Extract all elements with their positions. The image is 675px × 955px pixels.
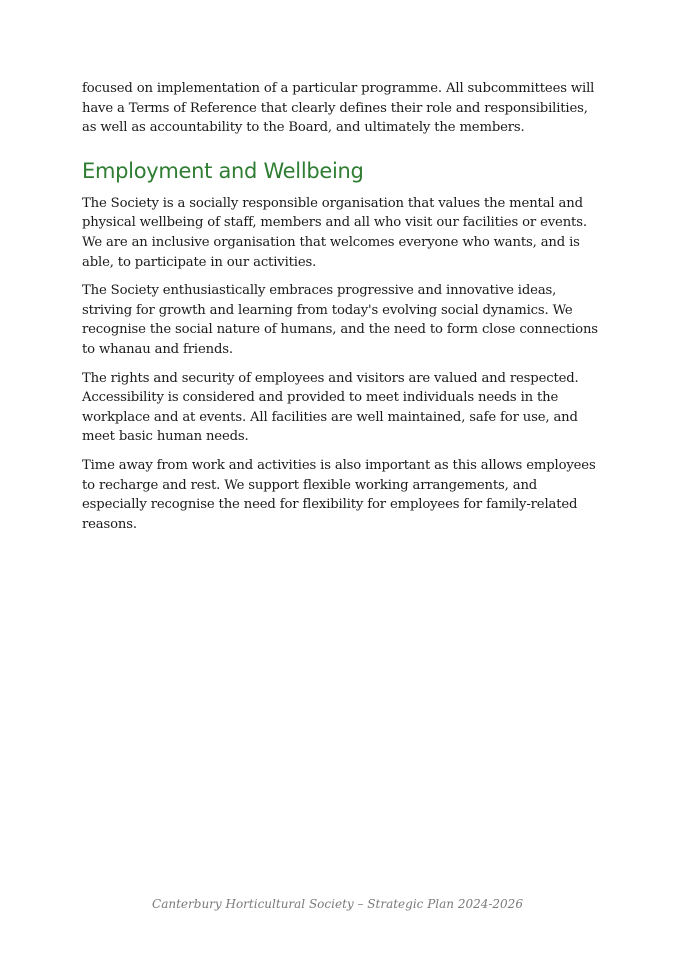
section-paragraph-3: The rights and security of employees and visitors are valued and respected. Accessibility is considered and provided to meet individuals needs in the workplace and at events. All facilities are well maintained, safe for use, and meet basic human needs. (82, 370, 579, 445)
section-paragraph-2: The Society enthusiastically embraces progressive and innovative ideas, striving for growth and learning from today's evolving social dynamics. We recognise the social nature of humans, and the need to form close connections to whanau and friends. (82, 283, 598, 357)
intro-paragraph: focused on implementation of a particular programme. All subcommittees will have a Terms of Reference that clearly defines their role and responsibilities, as well as accountability to the Board, and ultimately the members. (82, 81, 595, 136)
page-content (82, 79, 602, 543)
section-heading: Employment and Wellbeing (82, 158, 364, 183)
section-paragraph-1: The Society is a socially responsible organisation that values the mental and physical wellbeing of staff, members and all who visit our facilities or events. We are an inclusive organisation that welcomes everyone who wants, and is able, to participate in our activities. (82, 195, 587, 270)
section-paragraph-4: Time away from work and activities is also important as this allows employees to recharge and rest. We support flexible working arrangements, and especially recognise the need for flexibility for employees for family-related reasons. (82, 457, 596, 532)
page-footer: Canterbury Horticultural Society – Strategic Plan 2024-2026 (152, 897, 523, 911)
